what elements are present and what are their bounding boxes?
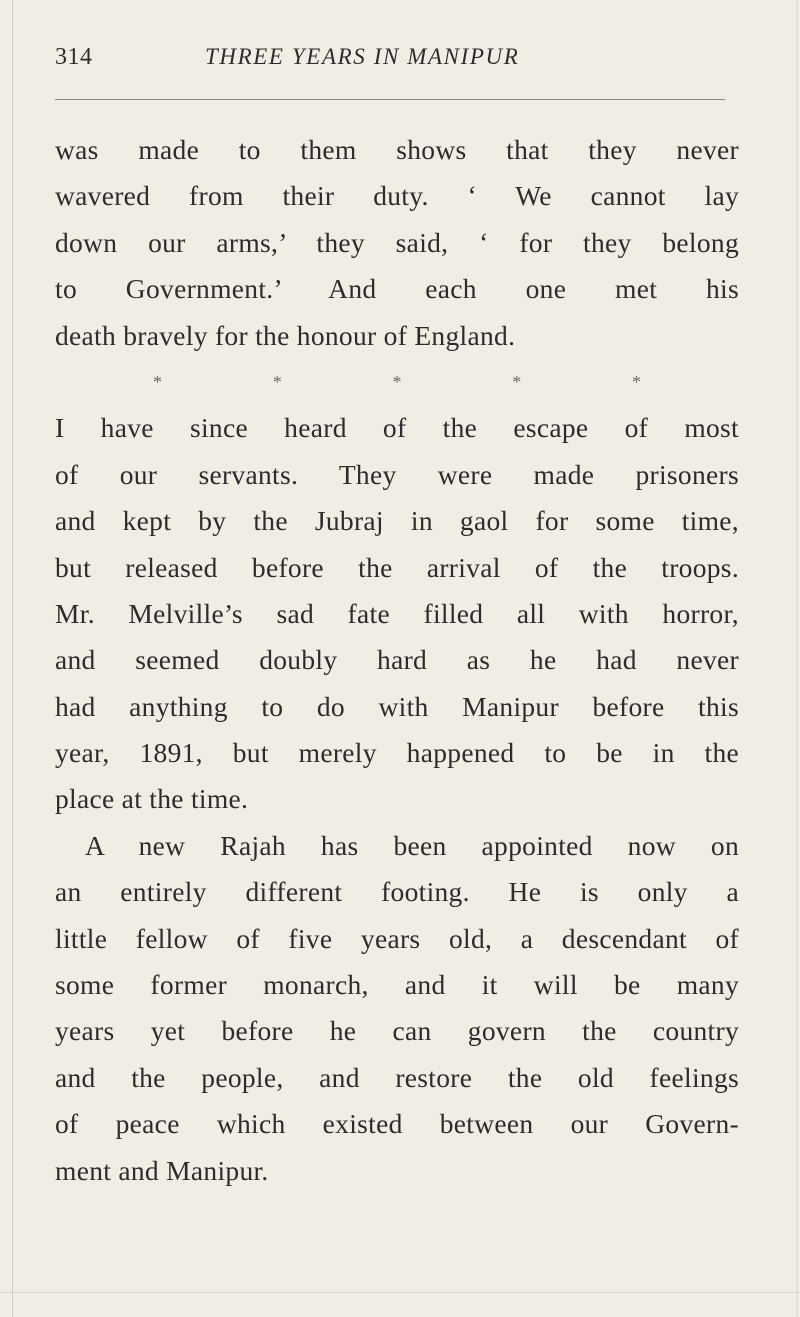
- text-line: place at the time.: [55, 783, 249, 815]
- text-line: was made to them shows that they never: [55, 134, 739, 165]
- text-line: little fellow of five years old, a descendant of: [55, 922, 739, 954]
- page-bottom-edge: [0, 1292, 800, 1293]
- text-line: and seemed doubly hard as he had never: [55, 644, 739, 676]
- text-line: years yet before he can govern the country: [55, 1015, 739, 1047]
- text-line: to Government.’ And each one met his: [55, 273, 739, 305]
- body-text: [55, 127, 739, 1194]
- running-title: THREE YEARS IN MANIPUR: [205, 44, 520, 69]
- asterism-star: *: [153, 371, 162, 392]
- text-line: A new Rajah has been appointed now on: [85, 829, 739, 861]
- asterism-star: *: [632, 371, 641, 392]
- text-line: wavered from their duty. ‘ We cannot lay: [55, 180, 739, 212]
- text-line: down our arms,’ they said, ‘ for they belong: [55, 226, 739, 258]
- page-header: [55, 44, 735, 78]
- text-line: of our servants. They were made prisoners: [55, 458, 739, 490]
- page-edge-right: [796, 0, 798, 1317]
- page-number: 314: [55, 44, 93, 70]
- paragraph-3: [55, 823, 739, 1194]
- paragraph-1: [55, 127, 739, 359]
- text-line: death bravely for the honour of England.: [55, 319, 516, 351]
- asterism-star: *: [272, 371, 282, 392]
- text-line: had anything to do with Manipur before this: [55, 690, 739, 722]
- section-break: [55, 359, 739, 405]
- text-line: year, 1891, but merely happened to be in the: [55, 737, 739, 769]
- text-line: an entirely different footing. He is only a: [55, 876, 739, 908]
- page-edge-left: [12, 0, 13, 1317]
- header-rule: [55, 99, 725, 100]
- text-line: but released before the arrival of the troops.: [55, 551, 739, 583]
- text-line: ment and Manipur.: [55, 1154, 269, 1186]
- text-line: of peace which existed between our Govern-: [55, 1108, 739, 1140]
- text-line: and the people, and restore the old feelings: [55, 1061, 739, 1093]
- text-line: I have since heard of the escape of most: [55, 412, 739, 444]
- text-line: Mr. Melville’s sad fate filled all with horror,: [55, 597, 739, 629]
- text-line: some former monarch, and it will be many: [55, 969, 739, 1001]
- asterism-star: *: [512, 371, 522, 392]
- paragraph-2: [55, 405, 739, 823]
- asterism-star: *: [392, 371, 402, 392]
- text-line: and kept by the Jubraj in gaol for some time,: [55, 505, 739, 537]
